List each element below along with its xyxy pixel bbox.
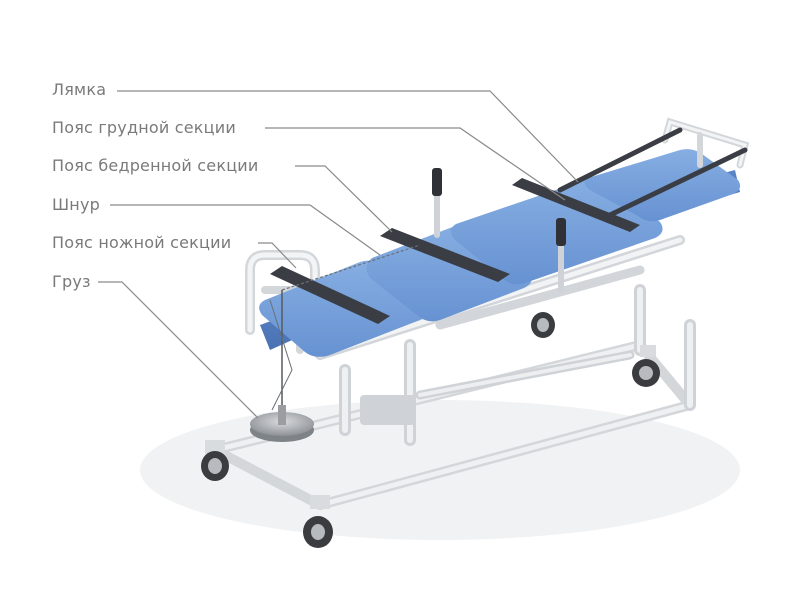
label-strap: Лямка bbox=[52, 80, 107, 99]
leader-weight bbox=[98, 282, 258, 418]
label-leg-belt: Пояс ножной секции bbox=[52, 233, 232, 252]
label-cord: Шнур bbox=[52, 195, 100, 214]
leader-hip-belt bbox=[295, 166, 392, 232]
leader-chest-belt bbox=[265, 128, 565, 200]
label-chest-belt: Пояс грудной секции bbox=[52, 118, 236, 137]
label-hip-belt: Пояс бедренной секции bbox=[52, 156, 259, 175]
label-weight: Груз bbox=[52, 272, 91, 291]
wheel-rear-left bbox=[531, 312, 555, 338]
wheel-front-left bbox=[201, 440, 229, 481]
